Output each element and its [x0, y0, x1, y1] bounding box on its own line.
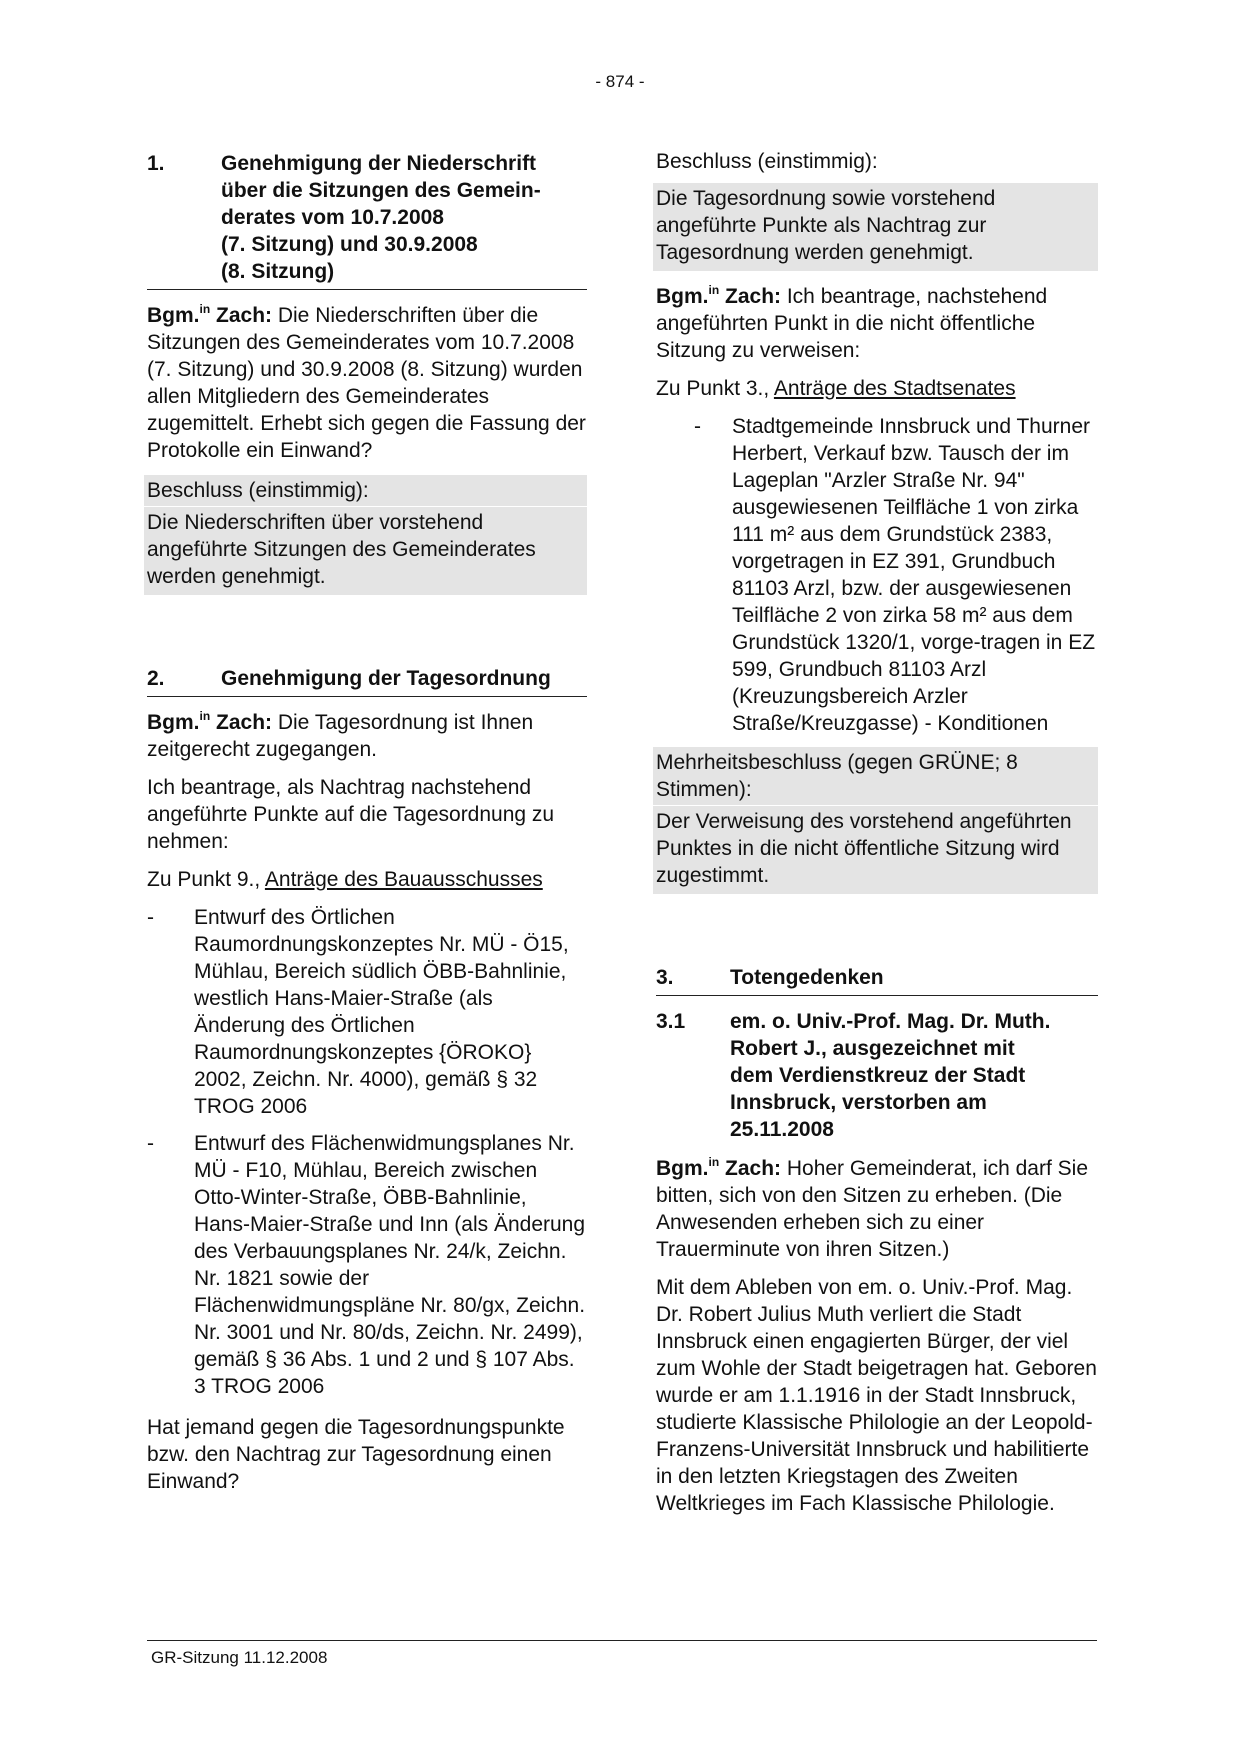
section-2-speech: Bgm.$^{in}$ Zach: Die Tagesordnung ist Ihnen zeitgerecht zugegangen.: [147, 709, 534, 761]
decision-2-text: Der Verweisung des vorstehend angeführten Punktes in die nicht öffentliche Sitzung wird zugestimmt.: [653, 806, 1098, 894]
section-3-heading: [656, 964, 1098, 996]
section-3-number: 3.: [656, 966, 674, 989]
footer-divider: [147, 1640, 1097, 1641]
section-1-title-line: (8. Sitzung): [221, 260, 335, 283]
section-3-1-title-line: dem Verdienstkreuz der Stadt: [730, 1064, 1026, 1087]
section-1-heading: [147, 150, 587, 290]
section-1-title-line: (7. Sitzung) und 30.9.2008: [221, 233, 478, 256]
right-column: [656, 148, 1098, 1528]
section-1-title-line: derates vom 10.7.2008: [221, 206, 444, 229]
section-3-1-title-line: 25.11.2008: [730, 1118, 834, 1141]
right-point-link: Anträge des Stadtsenates: [773, 377, 1016, 400]
section-3-1-title-line: Robert J., ausgezeichnet mit: [730, 1037, 1015, 1060]
section-3-1-title-line: em. o. Univ.-Prof. Mag. Dr. Muth.: [730, 1010, 1051, 1033]
section-2-question: Hat jemand gegen die Tagesordnungspunkte bzw. den Nachtrag zur Tagesordnung einen Einwand?: [147, 1416, 565, 1493]
section-2-point: Zu Punkt 9., Anträge des Bauausschusses: [147, 868, 543, 891]
list-item: - Entwurf des Örtlichen Raumordnungskonzeptes Nr. MÜ - Ö15, Mühlau, Bereich südlich ÖBB-Bahnlinie, westlich Hans-Maier-Straße (als Änderung des Örtlichen Raumordnungskonzeptes {ÖROKO} 2002, Zeichn. Nr. 4000), gemäß § 32 TROG 2006: [147, 906, 569, 1118]
right-point: Zu Punkt 3., Anträge des Stadtsenates: [656, 377, 1016, 400]
speech-2: Bgm.$^{in}$ Zach: Ich beantrage, nachstehend angeführten Punkt in die nicht öffentliche Sitzung zu verweisen:: [656, 283, 1048, 362]
decision-1-label: Beschluss (einstimmig):: [656, 150, 878, 173]
list-item: - Entwurf des Flächenwidmungsplanes Nr. MÜ - F10, Mühlau, Bereich zwischen Otto-Winter-Straße, ÖBB-Bahnlinie, Hans-Maier-Straße und Inn (als Änderung des Verbauungsplanes Nr. 24/k, Zeichn. Nr. 1821 sowie der Flächenwidmungspläne Nr. 80/gx, Zeichn. Nr. 3001 und Nr. 80/ds, Zeichn. Nr. 2499), gemäß § 36 Abs. 1 und 2 und § 107 Abs. 3 TROG 2006: [147, 1132, 586, 1398]
section-2-title: Genehmigung der Tagesordnung: [221, 667, 551, 690]
section-1-decision-text: Die Niederschriften über vorstehend angeführte Sitzungen des Gemeinderates werden genehmigt.: [144, 507, 587, 595]
left-column: [147, 150, 587, 1506]
decision-2-label: Mehrheitsbeschluss (gegen GRÜNE; 8 Stimmen):: [653, 747, 1098, 805]
section-2-heading: [147, 665, 587, 697]
decision-1-text: Die Tagesordnung sowie vorstehend angeführte Punkte als Nachtrag zur Tagesordnung werden genehmigt.: [653, 183, 1098, 271]
section-1-speech: Bgm.$^{in}$ Zach: Die Niederschriften über die Sitzungen des Gemeinderates vom 10.7.2008 (7. Sitzung) und 30.9.2008 (8. Sitzung) wurden allen Mitgliedern des Gemeinderates zugemittelt. Erhebt sich gegen die Fassung der Protokolle ein Einwand?: [147, 302, 586, 462]
speech-3: Bgm.$^{in}$ Zach: Hoher Gemeinderat, ich darf Sie bitten, sich von den Sitzen zu erheben. (Die Anwesenden erheben sich zu einer Trauerminute von ihren Sitzen.): [656, 1155, 1088, 1261]
section-2-point-link: Anträge des Bauausschusses: [264, 868, 543, 891]
section-1-title-line: Genehmigung der Niederschrift: [221, 152, 537, 175]
obituary-text: Mit dem Ableben von em. o. Univ.-Prof. Mag. Dr. Robert Julius Muth verliert die Stadt Innsbruck einen engagierten Bürger, der viel zum Wohle der Stadt beigetragen hat. Geboren wurde er am 1.1.1916 in der Stadt Innsbruck, studierte Klassische Philologie an der Leopold-Franzens-Universität Innsbruck und habilitierte in den letzten Kriegstagen des Zweiten Weltkrieges im Fach Klassische Philologie.: [656, 1276, 1097, 1515]
section-2-request: Ich beantrage, als Nachtrag nachstehend angeführte Punkte auf die Tagesordnung zu nehmen:: [147, 776, 555, 853]
page-number: - 874 -: [595, 72, 645, 91]
section-2-number: 2.: [147, 667, 165, 690]
section-3-title: Totengedenken: [730, 966, 884, 989]
list-item: - Stadtgemeinde Innsbruck und Thurner Herbert, Verkauf bzw. Tausch der im Lageplan "Arzler Straße Nr. 94" ausgewiesenen Teilfläche 1 von zirka 111 m² aus dem Grundstück 2383, vorgetragen in EZ 391, Grundbuch 81103 Arzl, bzw. der ausgewiesenen Teilfläche 2 von zirka 58 m² aus dem Grundstück 1320/1, vorge-tragen in EZ 599, Grundbuch 81103 Arzl (Kreuzungsbereich Arzler Straße/Kreuzgasse) - Konditionen: [694, 415, 1096, 735]
section-3-1-title-line: Innsbruck, verstorben am: [730, 1091, 987, 1114]
section-1-decision-label: Beschluss (einstimmig):: [144, 475, 587, 506]
section-1-title: [221, 150, 587, 285]
section-3-1-number: 3.1: [656, 1010, 686, 1033]
section-1-number: 1.: [147, 152, 165, 175]
section-3-1-heading: [656, 1008, 1098, 1143]
footer-text: GR-Sitzung 11.12.2008: [151, 1648, 328, 1667]
section-3-1-title: [730, 1008, 1050, 1143]
section-1-title-line: über die Sitzungen des Gemein-: [221, 179, 541, 202]
